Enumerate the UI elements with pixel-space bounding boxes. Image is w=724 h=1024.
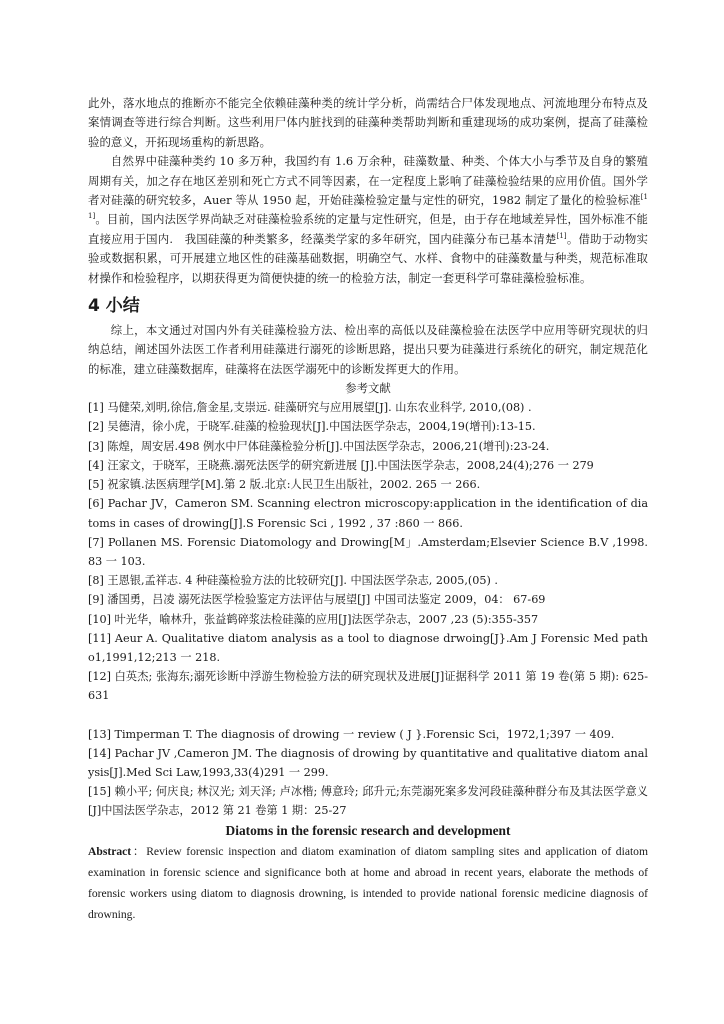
abstract-label: Abstract <box>88 844 132 858</box>
reference-item: [4] 汪家文，于晓军，王晓燕.溺死法医学的研究新进展 [J].中国法医学杂志，2008,24(4);276 一 279 <box>88 458 594 472</box>
abstract-text: ：Review forensic inspection and diatom examination of diatom sampling sites and application of diatom examination in forensic science and significance both at home and abroad in recent years, elaborate the methods of forensic workers using diatom to diagnosis drowning, is intended to provide national forensic medicine diagnosis of drowning. <box>88 844 648 921</box>
english-title: Diatoms in the forensic research and development <box>225 822 511 838</box>
reference-list <box>88 398 648 820</box>
reference-item: [9] 潘国勇，吕凌 溺死法医学检验鉴定方法评估与展望[J] 中国司法鉴定 2009，04： 67-69 <box>88 593 546 607</box>
reference-item: [1] 马健荣,刘明,徐信,詹金星,支崇远. 硅藻研究与应用展望[J]. 山东农业科学, 2010,(08) . <box>88 401 532 415</box>
citation-1: [1] <box>556 232 567 241</box>
reference-item: [15] 赖小平; 何庆良; 林汉光; 刘天泽; 卢冰楷; 傅意玲; 邱升元;东莞溺死案多发河段硅藻种群分布及其法医学意义[J]中国法医学杂志，2012 第 21 卷第 1 期：25-27 <box>88 785 648 818</box>
reference-item: [14] Pachar JV ,Cameron JM. The diagnosis of drowing by quantitative and qualitative diatom analysis[J].Med Sci Law,1993,33(4)291 一 299. <box>88 746 648 779</box>
body-paragraph-1: 此外，落水地点的推断亦不能完全依赖硅藻种类的统计学分析，尚需结合尸体发现地点、河流地理分布特点及案情调查等进行综合判断。这些利用尸体内脏找到的硅藻种类帮助判断和重建现场的成功案例，提高了硅藻检验的意义，开拓现场重构的新思路。 <box>88 96 648 149</box>
reference-item: [5] 祝家镇.法医病理学[M].第 2 版.北京:人民卫生出版社，2002. 265 一 266. <box>88 478 481 492</box>
reference-item: [12] 白英杰; 张海东;溺死诊断中浮游生物检验方法的研究现状及进展[J]证据科学 2011 第 19 卷(第 5 期): 625-631 <box>88 670 648 703</box>
reference-item: [8] 王恩银,孟祥志. 4 种硅藻检验方法的比较研究[J]. 中国法医学杂志, 2005,(05) . <box>88 574 498 588</box>
page-content <box>88 94 648 925</box>
reference-item: [11] Aeur A. Qualitative diatom analysis as a tool to diagnose drwoing[J}.Am J Forensic Med patho1,1991,12;213 一 218. <box>88 631 648 664</box>
reference-item: [13] Timperman T. The diagnosis of drowing 一 review ( J }.Forensic Sci，1972,1;397 一 409. <box>88 727 615 741</box>
references-title: 参考文献 <box>345 381 391 396</box>
summary-paragraph: 综上，本文通过对国内外有关硅藻检验方法、检出率的高低以及硅藻检验在法医学中应用等研究现状的归纳总结，阐述国外法医工作者利用硅藻进行溺死的诊断思路，提出只要为硅藻进行系统化的研究，制定规范化的标准，建立硅藻数据库，硅藻将在法医学溺死中的诊断发挥更大的作用。 <box>88 323 648 376</box>
paragraph-2-part-1: 自然界中硅藻种类约 10 多万种，我国约有 1.6 万余种，硅藻数量、种类、个体大小与季节及自身的繁殖周期有关，加之存在地区差别和死亡方式不同等因素，在一定程度上影响了硅藻检验结果的应用价值。国外学者对硅藻的研究较多，Auer 等从 1950 起，开始硅藻检验定量与定性的研究，1982 制定了量化的检验标准 <box>88 154 648 208</box>
paragraph-2-part-3: 。借助于动物实验或数据积累，可开展建立地区性的硅藻基础数据，明确空气、水样、食物中的硅藻数量与种类，规范标准取材操作和检验程序，以期获得更为简便快捷的统一的检验方法，制定一套更科学可靠硅藻检验标准。 <box>88 231 648 285</box>
reference-item: [6] Pachar JV，Cameron SM. Scanning electron microscopy:application in the identification of diatoms in cases of drowing[J].S Forensic Sci , 1992 , 37 :860 一 866. <box>88 497 648 530</box>
citation-11: [11] <box>88 193 648 221</box>
reference-item: [7] Pollanen MS. Forensic Diatomology and Drowing[M」.Amsterdam;Elsevier Science B.V ,1998. 83 一 103. <box>88 535 648 568</box>
paragraph-2-part-2: 。目前，国内法医学界尚缺乏对硅藻检验系统的定量与定性研究，但是，由于存在地域差异性，国外标准不能直接应用于国内. 我国硅藻的种类繁多，经藻类学家的多年研究，国内硅藻分布已基本清楚 <box>88 212 648 246</box>
reference-item: [2] 吴德清，徐小虎，于晓军.硅藻的检验现状[J].中国法医学杂志，2004,19(增刊):13-15. <box>88 420 536 434</box>
section-heading-summary: 4 小结 <box>88 296 140 317</box>
english-abstract <box>88 841 648 925</box>
reference-item: [3] 陈煌，周安居.498 例水中尸体硅藻检验分析[J].中国法医学杂志，2006,21(增刊):23-24. <box>88 439 550 453</box>
reference-item: [10] 叶光华，喻林升，张益鹤碎浆法检硅藻的应用[J]法医学杂志，2007 ,23 (5):355-357 <box>88 612 539 626</box>
reference-spacer <box>88 706 648 725</box>
body-paragraph-2 <box>88 152 648 288</box>
